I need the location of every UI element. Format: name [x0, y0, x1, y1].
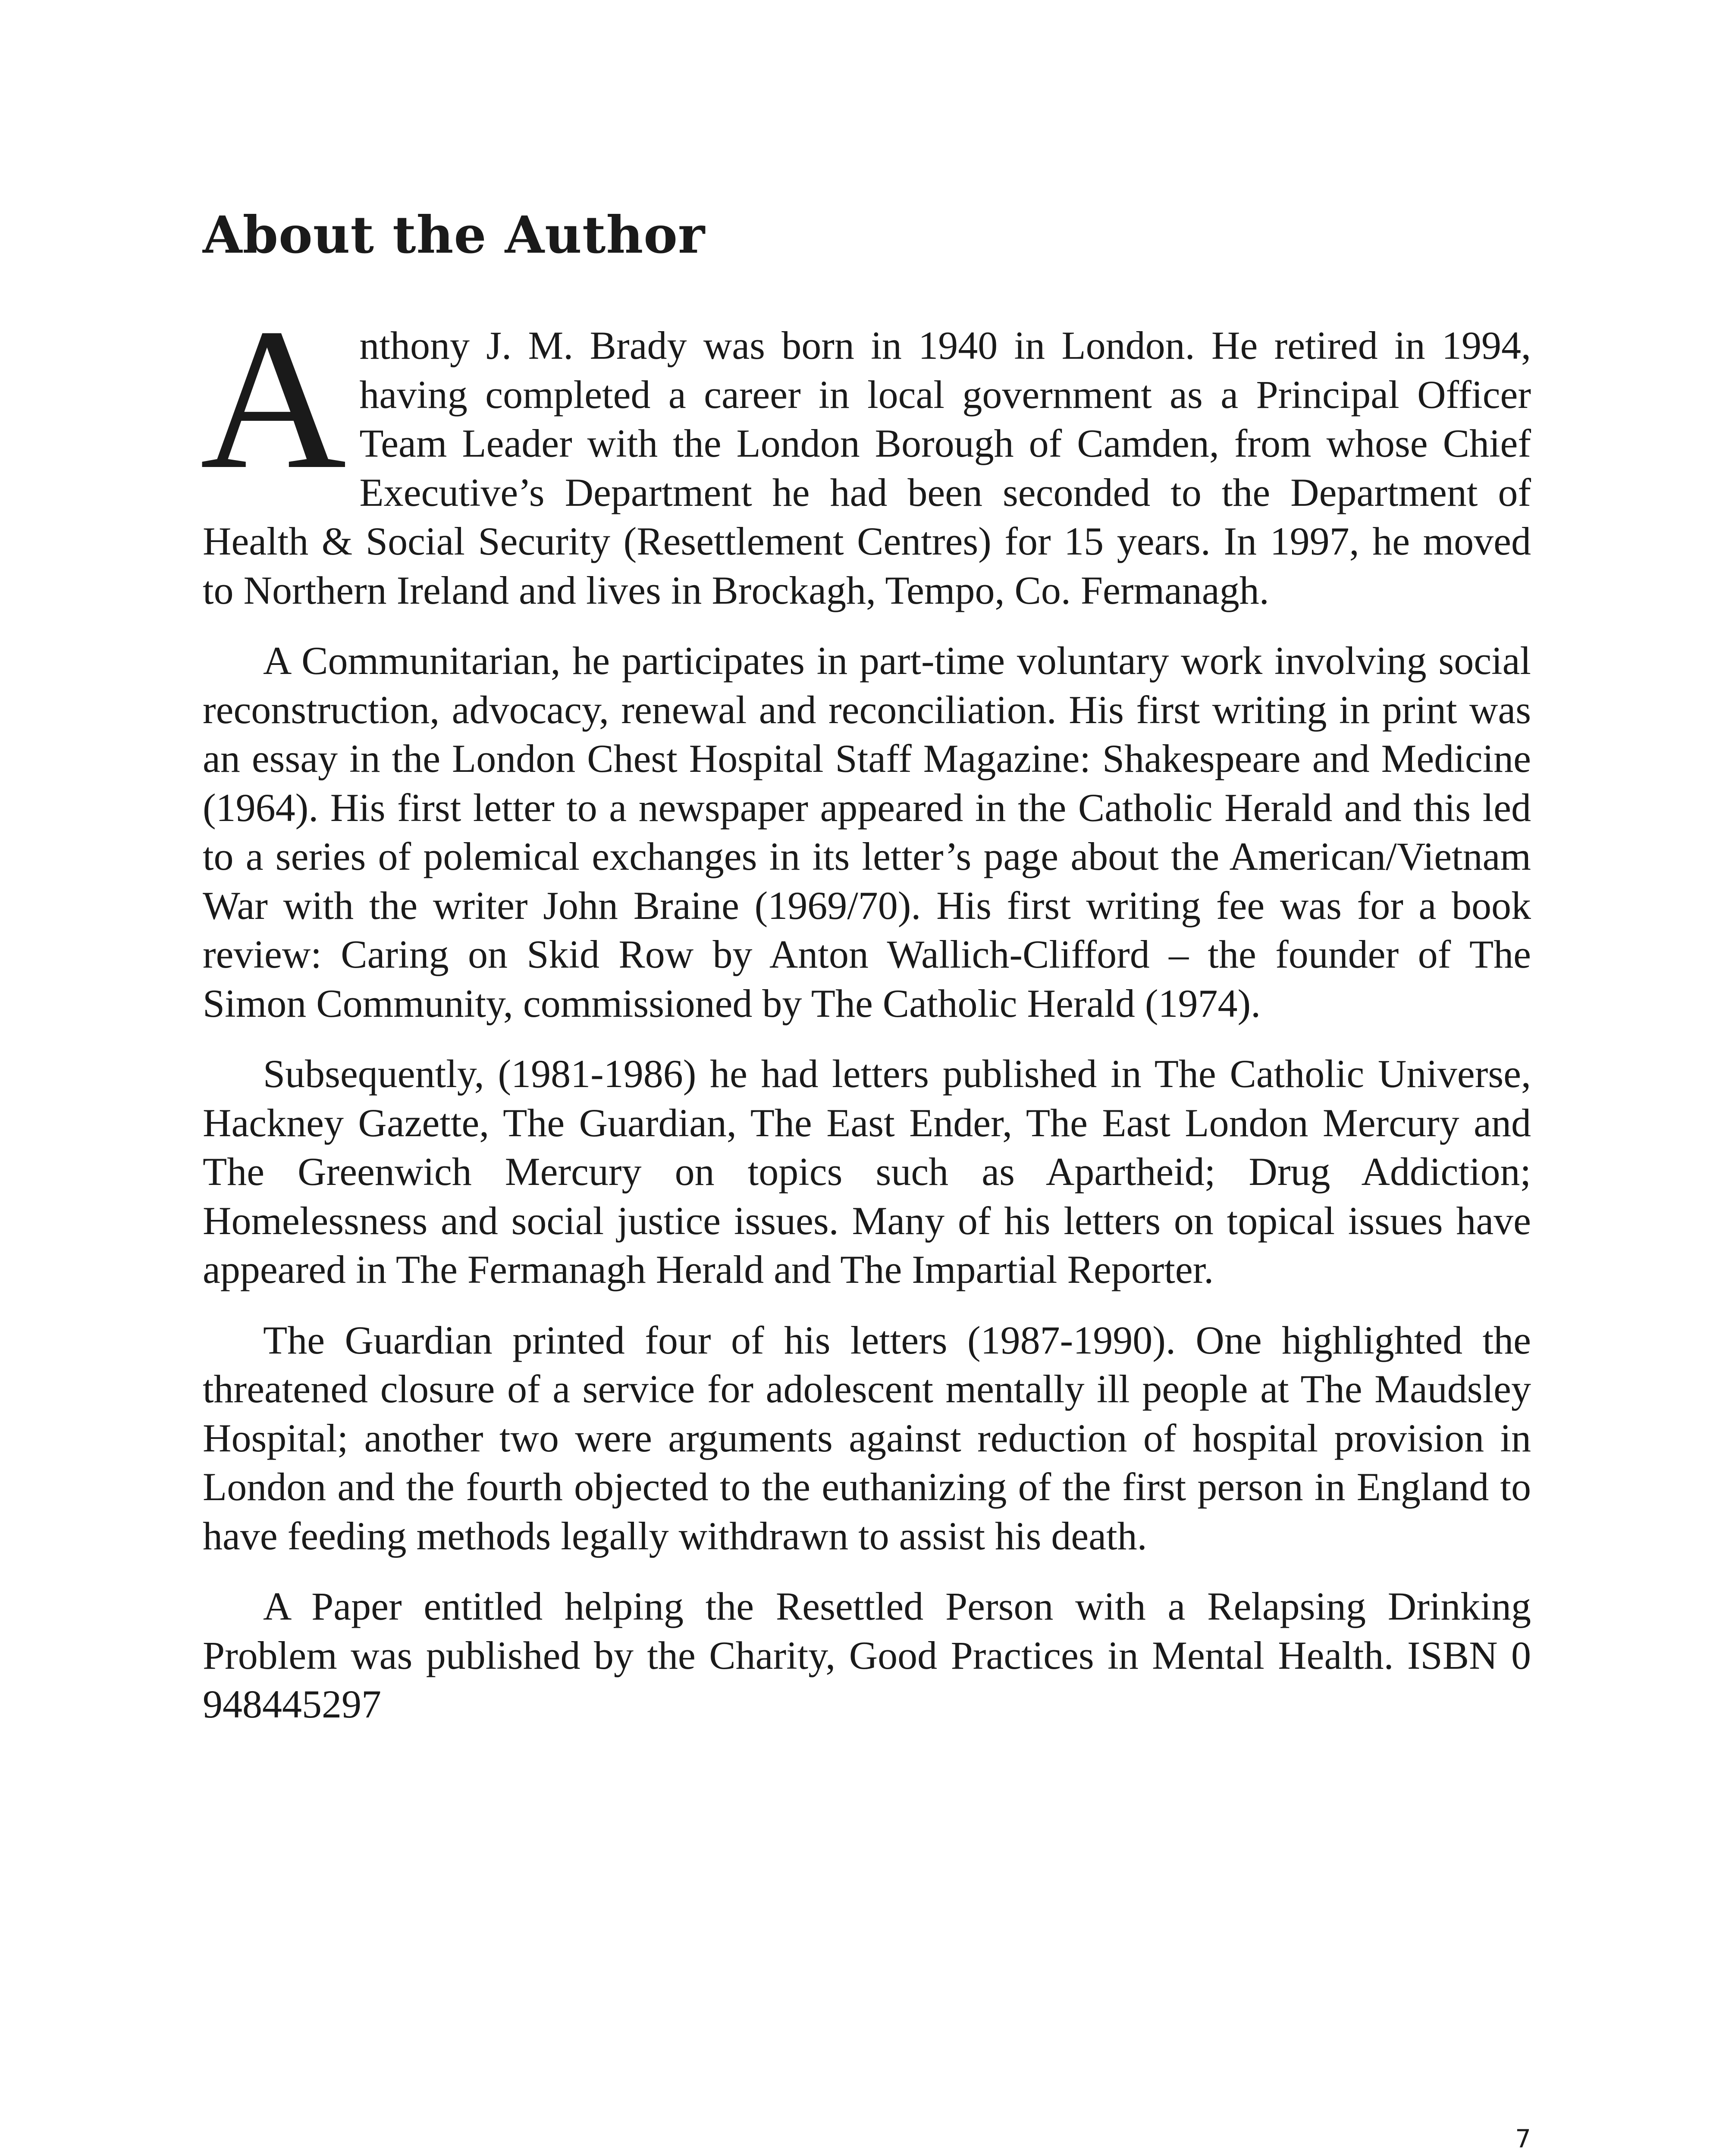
- paragraph-1-text: nthony J. M. Brady was born in 1940 in London. He retired in 1994, having completed a career in local government as a Principal Officer Team Leader with the London Borough of Camden, from whose Chief Executive’s Department he had been seconded to the Department of Health & Social Security (Resettlement Centres) for 15 years. In 1997, he moved to Northern Ireland and lives in Brockagh, Tempo, Co. Fermanagh.: [203, 323, 1531, 612]
- paragraph-1: [200, 286, 1531, 615]
- paragraph-5: A Paper entitled helping the Resettled Person with a Relapsing Drinking Problem was published by the Charity, Good Practices in Mental Health. ISBN 0 948445297: [203, 1584, 1531, 1726]
- body-text: [200, 286, 1531, 1751]
- section-heading: About the Author: [203, 205, 706, 265]
- drop-cap: A: [200, 286, 347, 511]
- page-number: 7: [1515, 2124, 1531, 2153]
- paragraph-2: A Communitarian, he participates in part-time voluntary work involving social reconstruction, advocacy, renewal and reconciliation. His first writing in print was an essay in the London Chest Hospital Staff Magazine: Shakespeare and Medicine (1964). His first letter to a newspaper appeared in the Catholic Herald and this led to a series of polemical exchanges in its letter’s page about the American/Vietnam War with the writer John Braine (1969/70). His first writing fee was for a book review: Caring on Skid Row by Anton Wallich-Clifford – the founder of The Simon Community, commissioned by The Catholic Herald (1974).: [203, 639, 1531, 1025]
- paragraph-3: Subsequently, (1981-1986) he had letters published in The Catholic Universe, Hackney Gazette, The Guardian, The East Ender, The East London Mercury and The Greenwich Mercury on topics such as Apartheid; Drug Addiction; Homelessness and social justice issues. Many of his letters on topical issues have appeared in The Fermanagh Herald and The Impartial Reporter.: [203, 1052, 1531, 1291]
- paragraph-4: The Guardian printed four of his letters (1987-1990). One highlighted the threatened closure of a service for adolescent mentally ill people at The Maudsley Hospital; another two were arguments against reduction of hospital provision in London and the fourth objected to the euthanizing of the first person in England to have feeding methods legally withdrawn to assist his death.: [203, 1318, 1531, 1558]
- book-page: [200, 0, 1531, 2156]
